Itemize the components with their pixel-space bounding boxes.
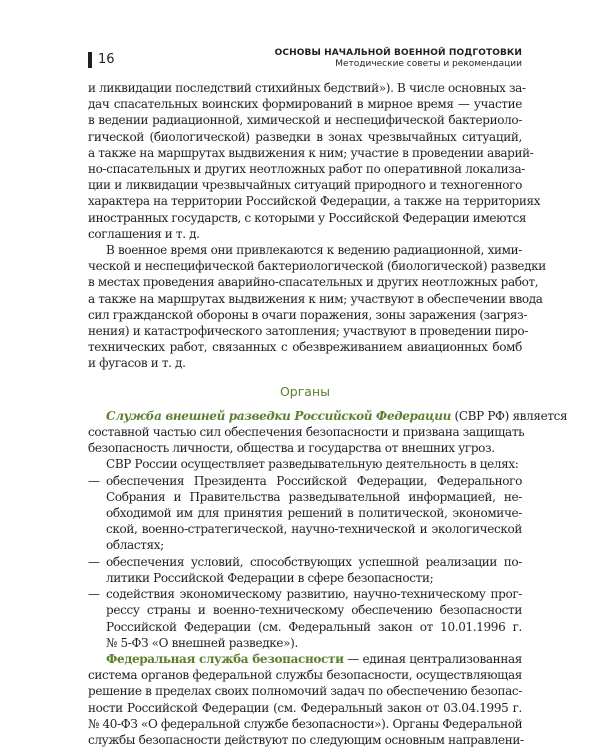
text-line: в ведении радиационной, химической и неспецифической бактериоло- xyxy=(88,113,522,128)
text-line: в местах проведения аварийно-спасательных и других неотложных работ, xyxy=(88,275,539,290)
book-title: ОСНОВЫ НАЧАЛЬНОЙ ВОЕННОЙ ПОДГОТОВКИ xyxy=(274,48,522,58)
text-line: — содействия экономическому развитию, научно-техническому прог- xyxy=(106,587,522,602)
text-line: СВР России осуществляет разведывательную деятельность в целях: xyxy=(106,457,519,472)
page-number-marker xyxy=(88,52,92,68)
text-line: безопасность личности, общества и государства от внешних угроз. xyxy=(88,441,495,456)
term-svr: Служба внешней разведки Российской Федерации xyxy=(106,408,452,423)
paragraph-fsb xyxy=(88,651,522,748)
text-line: соглашения и т. д. xyxy=(88,226,200,241)
book-subtitle: Методические советы и рекомендации xyxy=(335,59,522,69)
text-line: — обеспечения условий, способствующих успешной реализации по- xyxy=(106,554,522,569)
running-header xyxy=(88,46,522,76)
term-svr-rest: (СВР РФ) является xyxy=(451,408,568,423)
paragraph-svr-goals-intro xyxy=(88,456,522,472)
text-line: № 40-ФЗ «О федеральной службе безопасности»). Органы Федеральной xyxy=(88,716,523,731)
text-line: — обеспечения Президента Российской Федерации, Федерального xyxy=(106,473,522,488)
paragraph-svr xyxy=(88,408,568,457)
page-body xyxy=(88,80,568,748)
list-item xyxy=(88,473,522,554)
text-line: а также на маршрутах выдвижения к ним; участвуют в обеспечении ввода xyxy=(88,291,543,306)
text-line: составной частью сил обеспечения безопасности и призвана защищать xyxy=(88,425,525,440)
text-line: система органов федеральной службы безопасности, осуществляющая xyxy=(88,668,522,683)
text-line: областях; xyxy=(106,538,164,553)
text-line: иностранных государств, с которыми у Российской Федерации имеются xyxy=(88,210,527,225)
text-line: рессу страны и военно-техническому обеспечению безопасности xyxy=(106,603,522,618)
svr-goals-list xyxy=(88,473,522,651)
text-line: Российской Федерации (см. Федеральный закон от 10.01.1996 г. xyxy=(106,619,522,634)
text-line: службы безопасности действуют по следующим основным направлени- xyxy=(88,732,524,747)
text-line: и фугасов и т. д. xyxy=(88,356,186,371)
text-line: обходимой им для принятия решений в политической, экономиче- xyxy=(106,506,522,521)
list-item xyxy=(88,554,522,586)
text-line: ской, военно-стратегической, научно-технической и экологической xyxy=(106,522,522,537)
text-line: ческой и неспецифической бактериологической (биологической) разведки xyxy=(88,259,546,274)
text-line: Собрания и Правительства разведывательной информацией, не- xyxy=(106,489,522,504)
text-line: № 5-ФЗ «О внешней разведке»). xyxy=(106,635,298,650)
text-line: дач спасательных воинских формирований в мирное время — участие xyxy=(88,97,522,112)
running-title xyxy=(275,48,522,70)
text-line: а также на маршрутах выдвижения к ним; участие в проведении аварий- xyxy=(88,145,534,160)
text-line: и ликвидации последствий стихийных бедствий»). В числе основных за- xyxy=(88,81,526,95)
text-line: В военное время они привлекаются к ведению радиационной, хими- xyxy=(106,243,522,258)
paragraph-rescue-tasks xyxy=(88,80,541,242)
text-line: гической (биологической) разведки в зонах чрезвычайных ситуаций, xyxy=(88,129,522,144)
section-heading: Органы xyxy=(279,383,331,399)
text-line: ции и ликвидации чрезвычайных ситуаций природного и техногенного xyxy=(88,178,522,193)
list-item xyxy=(88,586,522,651)
text-line: но-спасательных и других неотложных работ по оперативной локализа- xyxy=(88,162,525,177)
text-line: литики Российской Федерации в сфере безопасности; xyxy=(106,570,434,585)
term-fsb: Федеральная служба безопасности xyxy=(106,651,344,666)
text-line: нения) и катастрофического затопления; участвуют в проведении пиро- xyxy=(88,324,528,339)
term-fsb-rest: — единая централизованная xyxy=(343,651,523,666)
text-line xyxy=(88,408,568,424)
paragraph-wartime xyxy=(88,242,546,372)
text-line: сил гражданской обороны в очаги поражения, зоны заражения (загряз- xyxy=(88,307,528,322)
page-number: 16 xyxy=(98,52,115,67)
text-line: ности Российской Федерации (см. Федеральный закон от 03.04.1995 г. xyxy=(88,700,522,715)
text-line: характера на территории Российской Федерации, а также на территориях xyxy=(88,194,541,209)
text-line xyxy=(88,651,522,667)
text-line: технических работ, связанных с обезвреживанием авиационных бомб xyxy=(88,340,522,355)
text-line: решение в пределах своих полномочий задач по обеспечению безопас- xyxy=(88,684,522,699)
